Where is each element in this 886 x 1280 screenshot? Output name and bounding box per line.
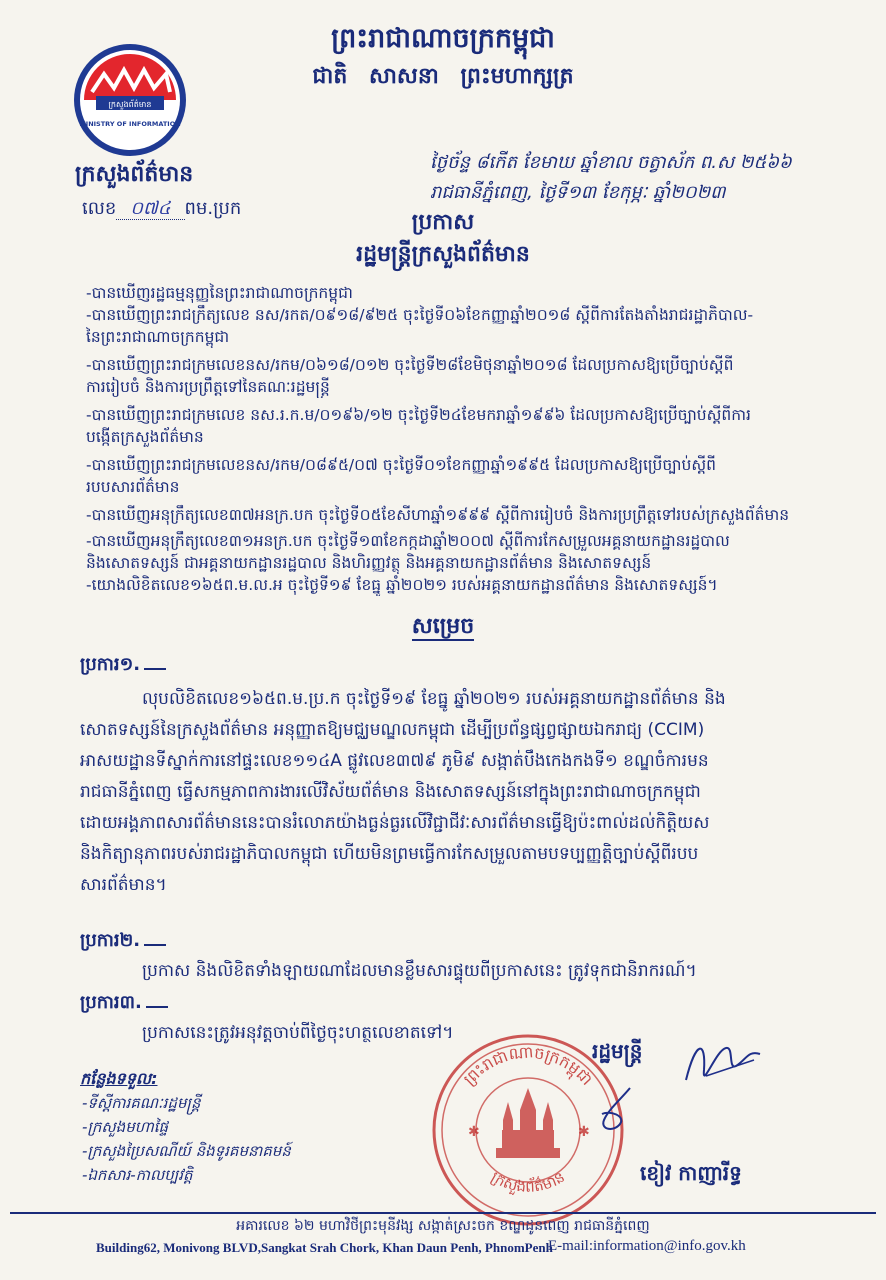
article-2-body: [80, 956, 850, 987]
article-2-label: [80, 928, 166, 955]
lunar-date: ថ្ងៃច័ន្ទ ៨កើត ខែមាឃ ឆ្នាំខាល ចត្វាស័ក ព.ស ២៥៦៦: [430, 152, 792, 173]
paragraph-line: លុបលិខិតលេខ១៦៥ព.ម.ប្រ.ក ចុះថ្ងៃទី១៩ ខែធ្នូ ឆ្នាំ២០២១ របស់អគ្គនាយកដ្ឋានព័ត៌មាន និង: [142, 689, 726, 709]
national-motto: ជាតិ សាសនា ព្រះមហាក្សត្រ: [312, 64, 574, 89]
decision-heading: [0, 612, 886, 644]
footer-address-en: Building62, Monivong BLVD,Sangkat Srah Chork, Khan Daun Penh, PhnomPenh: [96, 1240, 553, 1255]
temple-icon: [496, 1088, 560, 1158]
visa-line: -បានឃើញព្រះរាជក្រឹត្យលេខ នស/រកត/០៩១៨/៩២៥ ចុះថ្ងៃទី០៦ខែកញ្ញាឆ្នាំ២០១៨ ស្តីពីការតែងតាំងរាជរដ្ឋាភិបាល-: [86, 306, 754, 324]
paragraph-line: សារព័ត៌មាន។: [80, 875, 167, 895]
article-2-text: ប្រការ២.: [80, 930, 141, 951]
paragraph-line: សោតទស្សន៍នៃក្រសួងព័ត៌មាន អនុញ្ញាតឱ្យមជ្ឈមណ្ឌលកម្ពុជា ដើម្បីប្រព័ន្ធផ្សព្វផ្សាយឯករាជ្យ (CCIM): [80, 720, 705, 740]
footer-divider: [10, 1212, 876, 1214]
footer-email: E-mail:information@info.gov.kh: [548, 1238, 746, 1254]
visa-line: -បានឃើញអនុក្រឹត្យលេខ៣៧អនក្រ.បក ចុះថ្ងៃទី០៥ខែសីហាឆ្នាំ១៩៩៩ ស្តីពីការរៀបចំ និងការប្រព្រឹត្តទៅរបស់ក្រសួងព័ត៌មាន: [86, 506, 790, 524]
document-type: ប្រកាស: [411, 210, 475, 235]
kingdom-title: ព្រះរាជាណាចក្រកម្ពុជា: [331, 23, 555, 54]
article-1-label: [80, 652, 166, 679]
paragraph-line: ដោយអង្គភាពសារព័ត៌មាននេះបានរំលោភយ៉ាងធ្ងន់ធ្ងរលើវិជ្ជាជីវៈសារព័ត៌មានធ្វើឱ្យប៉ះពាល់ដល់កិត្តិយស: [80, 813, 710, 833]
logo-text-en: MINISTRY OF INFORMATION: [79, 120, 181, 128]
recipient-item: -ក្រសួងប្រៃសណីយ៍ និងទូរគមនាគមន៍: [82, 1142, 291, 1160]
article-3-text: ប្រការ៣.: [80, 992, 142, 1013]
ref-suffix: ពម.ប្រក: [184, 198, 242, 219]
visa-line: -បានឃើញអនុក្រឹត្យលេខ៣១អនក្រ.បក ចុះថ្ងៃទី១៣ខែកក្កដាឆ្នាំ២០០៧ ស្តីពីការកែសម្រួលអគ្គនាយកដ្ឋានរដ្ឋបាល: [86, 532, 730, 550]
visa-line: -បានឃើញរដ្ឋធម្មនុញ្ញនៃព្រះរាជាណាចក្រកម្ពុជា: [86, 284, 353, 302]
article-1-text: ប្រការ១.: [80, 654, 141, 675]
visa-line: នៃព្រះរាជាណាចក្រកម្ពុជា: [86, 328, 230, 346]
visa-line: -បានឃើញព្រះរាជក្រមលេខនស/រកម/០៨៩៥/០៧ ចុះថ្ងៃទី០១ខែកញ្ញាឆ្នាំ១៩៩៥ ដែលប្រកាសឱ្យប្រើច្បាប់ស្តីពី: [86, 456, 716, 474]
decision-text: សម្រេច: [411, 614, 475, 639]
paragraph-line: អាសយដ្ឋានទីស្នាក់ការនៅផ្ទះលេខ១១៤A ផ្លូវលេខ៣៧៩ ភូមិ៩ សង្កាត់បឹងកេងកងទី១ ខណ្ឌចំការមន: [80, 751, 709, 771]
article-3-label: [80, 990, 168, 1017]
paragraph-line: ប្រកាស និងលិខិតទាំងឡាយណាដែលមានខ្លឹមសារផ្ទុយពីប្រកាសនេះ ត្រូវទុកជានិរាករណ៍។: [142, 961, 697, 981]
seal-top-text: ព្រះរាជាណាចក្រកម្ពុជា: [459, 1042, 597, 1089]
signatory-name: ខៀវ កាញារីទ្ធ: [640, 1161, 742, 1185]
issuer-title: រដ្ឋមន្ត្រីក្រសួងព័ត៌មាន: [356, 242, 530, 267]
initial-mark-icon: [590, 1080, 640, 1140]
ministry-logo: [70, 40, 190, 160]
star-icon: ✱: [578, 1124, 590, 1140]
ministry-name: ក្រសួងព័ត៌មាន: [75, 162, 194, 187]
visa-line: -បានឃើញព្រះរាជក្រមលេខនស/រកម/០៦១៨/០១២ ចុះថ្ងៃទី២៨ខែមិថុនាឆ្នាំ២០១៨ ដែលប្រកាសឱ្យប្រើច្បាប់ស្តីពី: [86, 356, 734, 374]
visa-line: -យោងលិខិតលេខ១៦៥ព.ម.ល.អ ចុះថ្ងៃទី១៩ ខែធ្នូ ឆ្នាំ២០២១ របស់អគ្គនាយកដ្ឋានព័ត៌មាន និងសោតទស្សន៍។: [86, 576, 718, 594]
recipients-title: កន្លែងទទួល:: [80, 1069, 158, 1088]
recipient-item: -ឯកសារ-កាលប្បវត្តិ: [82, 1166, 193, 1184]
signatory-title: រដ្ឋមន្ត្រី: [592, 1039, 643, 1063]
visa-line: -បានឃើញព្រះរាជក្រមលេខ នស.រ.ក.ម/០១៩៦/១២ ចុះថ្ងៃទី២៤ខែមករាឆ្នាំ១៩៩៦ ដែលប្រកាសឱ្យប្រើច្បាប់ស្តីពីការ: [86, 406, 751, 424]
logo-text-kh: ក្រសួងព័ត៌មាន: [108, 100, 152, 109]
seal-bottom-text: ក្រសួងព័ត៌មាន: [488, 1167, 568, 1196]
ref-number: ០៧៤: [116, 198, 184, 220]
paragraph-line: និងកិត្យានុភាពរបស់រាជរដ្ឋាភិបាលកម្ពុជា ហើយមិនព្រមធ្វើការកែសម្រួលតាមបទប្បញ្ញត្តិច្បាប់ស្តីពីរបប: [80, 844, 699, 864]
recipient-item: -ក្រសួងមហាផ្ទៃ: [82, 1118, 169, 1136]
svg-text:ក្រសួងព័ត៌មាន: [488, 1168, 568, 1196]
solar-date: រាជធានីភ្នំពេញ, ថ្ងៃទី១៣ ខែកុម្ភៈ ឆ្នាំ២០២៣: [430, 182, 726, 203]
visa-line: បង្កើតក្រសួងព័ត៌មាន: [86, 428, 204, 446]
visa-line: ការរៀបចំ និងការប្រព្រឹត្តទៅនៃគណៈរដ្ឋមន្ត្រី: [86, 378, 330, 396]
footer-address-kh: អគារលេខ ៦២ មហាវិថីព្រះមុនីវង្ស សង្កាត់ស្រះចក ខណ្ឌដូនពេញ រាជធានីភ្នំពេញ: [236, 1218, 650, 1234]
signature-icon: [676, 1030, 766, 1100]
ref-prefix: លេខ: [82, 198, 117, 219]
visa-list: [86, 282, 866, 596]
paragraph-line: ប្រកាសនេះត្រូវអនុវត្តចាប់ពីថ្ងៃចុះហត្ថលេខាតទៅ។: [142, 1023, 454, 1043]
star-icon: ✱: [468, 1124, 480, 1140]
article-1-body: [80, 684, 850, 901]
visa-line: របបសារព័ត៌មាន: [86, 478, 180, 496]
paragraph-line: រាជធានីភ្នំពេញ ធ្វើសកម្មភាពការងារលើវិស័យព័ត៌មាន និងសោតទស្សន៍នៅក្នុងព្រះរាជាណាចក្រកម្ពុជា: [80, 782, 701, 802]
visa-line: និងសោតទស្សន៍ ជាអគ្គនាយកដ្ឋានរដ្ឋបាល និងហិរញ្ញវត្ថុ និងអគ្គនាយកដ្ឋានព័ត៌មាន និងសោតទស្សន៍: [86, 554, 652, 572]
recipient-item: -ទីស្តីការគណៈរដ្ឋមន្ត្រី: [82, 1094, 201, 1112]
